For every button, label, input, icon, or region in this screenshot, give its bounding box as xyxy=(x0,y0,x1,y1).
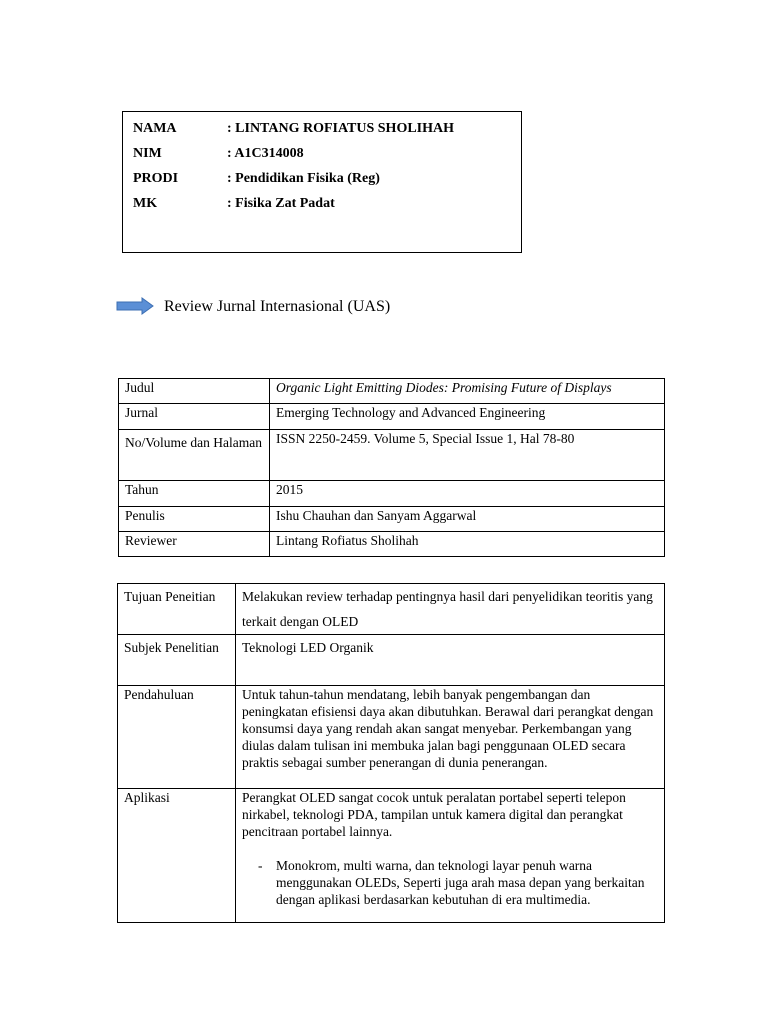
aplikasi-cell xyxy=(236,789,665,923)
section-heading xyxy=(116,297,516,319)
table-row xyxy=(118,789,665,923)
journal-info-table xyxy=(118,378,665,557)
identity-box xyxy=(122,111,522,253)
tujuan-label: Tujuan Peneitian xyxy=(118,584,236,635)
dash-marker: - xyxy=(258,858,263,873)
row-value: Lintang Rofiatus Sholihah xyxy=(270,532,665,557)
table-row xyxy=(118,686,665,789)
table-row xyxy=(118,584,665,635)
row-label: Jurnal xyxy=(119,404,270,430)
row-value: Organic Light Emitting Diodes: Promising Future of Displays xyxy=(270,379,665,404)
table-row xyxy=(118,635,665,686)
identity-label: NIM xyxy=(133,146,162,161)
identity-value: : Pendidikan Fisika (Reg) xyxy=(227,171,380,186)
identity-label: NAMA xyxy=(133,121,177,136)
table-row xyxy=(119,404,665,430)
identity-value: : A1C314008 xyxy=(227,146,304,161)
identity-value: : LINTANG ROFIATUS SHOLIHAH xyxy=(227,121,455,136)
review-table xyxy=(117,583,665,923)
list-item xyxy=(258,857,658,908)
subjek-value: Teknologi LED Organik xyxy=(236,635,665,686)
row-value: Ishu Chauhan dan Sanyam Aggarwal xyxy=(270,507,665,532)
row-value: 2015 xyxy=(270,481,665,507)
row-value: ISSN 2250-2459. Volume 5, Special Issue 1, Hal 78-80 xyxy=(270,430,665,481)
row-label: Tahun xyxy=(119,481,270,507)
list-item-text: Monokrom, multi warna, dan teknologi layar penuh warna menggunakan OLEDs, Seperti juga arah masa depan yang berkaitan dengan aplikasi berdasarkan kebutuhan di era multimedia. xyxy=(276,858,645,907)
pendahuluan-value: Untuk tahun-tahun mendatang, lebih banyak pengembangan dan peningkatan efisiensi daya akan dibutuhkan. Berawal dari perangkat dengan konsumsi daya yang rendah akan sangat menyebar. Perkembangan yang diulas dalam tulisan ini membuka jalan bagi penggunaan OLED secara praktis sebagai sumber penerangan di dunia penerangan. xyxy=(236,686,665,789)
right-arrow-icon xyxy=(116,297,154,315)
table-row xyxy=(119,481,665,507)
aplikasi-list xyxy=(242,857,658,908)
aplikasi-value: Perangkat OLED sangat cocok untuk peralatan portabel seperti telepon nirkabel, teknologi PDA, tampilan untuk kamera digital dan perangkat pencitraan portabel lainnya. xyxy=(242,790,626,839)
pendahuluan-label: Pendahuluan xyxy=(118,686,236,789)
aplikasi-label: Aplikasi xyxy=(118,789,236,923)
table-row xyxy=(119,430,665,481)
row-label: Reviewer xyxy=(119,532,270,557)
row-label: Penulis xyxy=(119,507,270,532)
table-row xyxy=(119,379,665,404)
section-heading-text: Review Jurnal Internasional (UAS) xyxy=(164,298,391,315)
tujuan-value: Melakukan review terhadap pentingnya hasil dari penyelidikan teoritis yang terkait dengan OLED xyxy=(236,584,665,635)
row-value: Emerging Technology and Advanced Engineering xyxy=(270,404,665,430)
table-row xyxy=(119,507,665,532)
identity-label: MK xyxy=(133,196,158,211)
subjek-label: Subjek Penelitian xyxy=(118,635,236,686)
table-row xyxy=(119,532,665,557)
identity-label: PRODI xyxy=(133,171,179,186)
row-label: No/Volume dan Halaman xyxy=(119,430,270,481)
row-label: Judul xyxy=(119,379,270,404)
identity-value: : Fisika Zat Padat xyxy=(227,196,335,211)
